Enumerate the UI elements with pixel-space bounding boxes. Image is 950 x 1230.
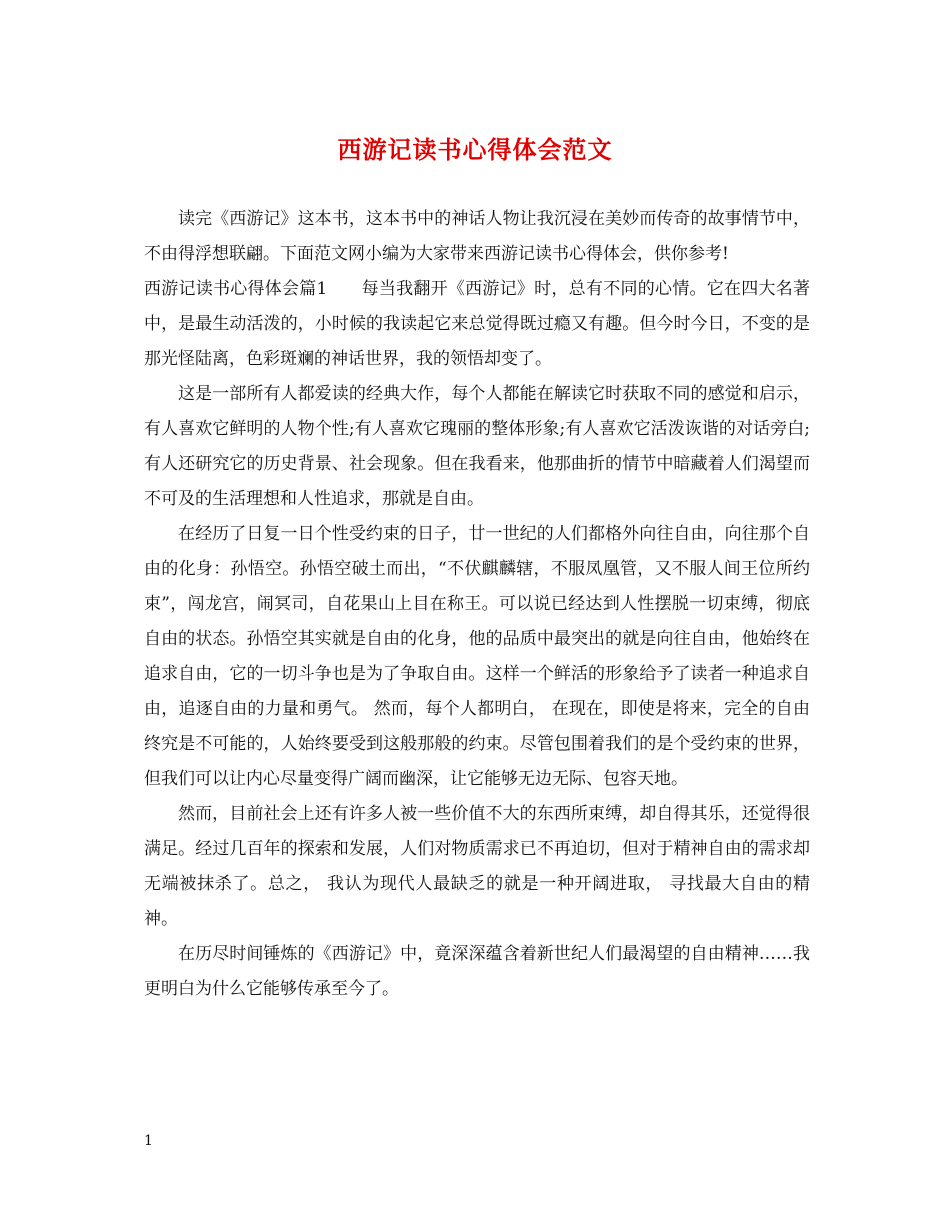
body-paragraph: 在经历了日复一日个性受约束的日子，廿一世纪的人们都格外向往自由，向往那个自由的化身：孙悟空。孙悟空破土而出，“不伏麒麟辖，不服凤凰管，又不服人间王位所约束”，闯龙宫，闹冥司，自花果山上目在称王。可以说已经达到人性摆脱一切束缚，彻底自由的状态。孙悟空其实就是自由的化身，他的品质中最突出的就是向往自由，他始终在追求自由，它的一切斗争也是为了争取自由。这样一个鲜活的形象给予了读者一种追求自由，追逐自由的力量和勇气。 然而，每个人都明白， 在现在，即使是将来，完全的自由终究是不可能的，人始终要受到这般那般的约束。尽管包围着我们的是个受约束的世界，但我们可以让内心尽量变得广阔而幽深，让它能够无边无际、包容天地。: [144, 524, 810, 789]
section-heading: 西游记读书心得体会篇1: [144, 279, 328, 299]
body-paragraph: 然而，目前社会上还有许多人被一些价值不大的东西所束缚，却自得其乐，还觉得很满足。经过几百年的探索和发展，人们对物质需求已不再迫切，但对于精神自由的需求却无端被抹杀了。总之， 我认为现代人最缺乏的就是一种开阔进取， 寻找最大自由的精神。: [144, 804, 810, 929]
section-first-paragraph: 每当我翻开《西游记》时，总有不同的心情。它在四大名著中，是最生动活泼的，小时候的我读起它来总觉得既过瘾又有趣。但今时今日，不变的是那光怪陆离，色彩斑斓的神话世界，我的领悟却变了。: [144, 279, 810, 369]
body-paragraph: 在历尽时间锤炼的《西游记》中，竟深深蕴含着新世纪人们最渴望的自由精神……我更明白为什么它能够传承至今了。: [144, 944, 810, 999]
document-title: 西游记读书心得体会范文: [337, 135, 613, 164]
body-paragraph: 这是一部所有人都爱读的经典大作，每个人都能在解读它时获取不同的感觉和启示，有人喜欢它鲜明的人物个性;有人喜欢它瑰丽的整体形象;有人喜欢它活泼诙谐的对话旁白;有人还研究它的历史背景、社会现象。但在我看来，他那曲折的情节中暗藏着人们渴望而不可及的生活理想和人性追求，那就是自由。: [144, 384, 810, 509]
section-paragraph: [144, 272, 810, 377]
page-number: 1: [144, 1133, 153, 1149]
intro-paragraph: 读完《西游记》这本书，这本书中的神话人物让我沉浸在美妙而传奇的故事情节中，不由得浮想联翩。下面范文网小编为大家带来西游记读书心得体会，供你参考!: [144, 209, 810, 264]
document-body: [144, 202, 810, 1007]
